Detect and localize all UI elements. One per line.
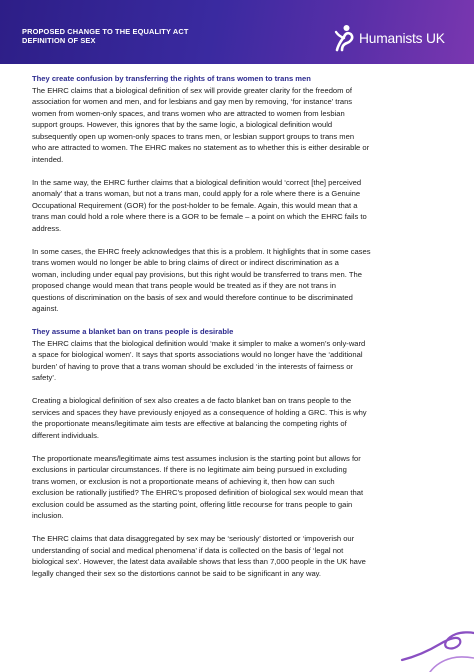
header-band [0, 0, 474, 64]
paragraph [32, 85, 444, 166]
paragraph [32, 246, 444, 315]
text-line: trans man could hold a role where there is a GOR to be female – a point on which the EHRC fails to [32, 212, 367, 221]
text-line: exclusions in particular circumstances. If there is no legitimate aim being pursued in excluding [32, 465, 347, 474]
text-line: address. [32, 223, 62, 233]
happy-human-icon [333, 24, 355, 52]
section-heading: They create confusion by transferring the rights of trans women to trans men [32, 74, 311, 83]
text-line: exclusion could be assumed as the starting point, offering little recourse for trans people to gain [32, 499, 353, 509]
text-line: intended. [32, 154, 64, 164]
text-line: The EHRC claims that a biological definition of sex will provide greater clarity for the freedom of [32, 85, 352, 95]
text-line: anomaly’ that a trans woman, but not a trans man, could apply for a role where there is a Genuine [32, 189, 361, 198]
text-line: woman, including under equal pay provisions, but this right would be transferred to trans men. The [32, 269, 362, 279]
humanists-uk-logo [333, 24, 458, 54]
logo-text: Humanists UK [359, 31, 445, 46]
text-line: In the same way, the EHRC further claims that a biological definition would ‘correct [the] perceived [32, 177, 362, 187]
decorative-swirl-icon [400, 620, 474, 672]
text-line: inclusion. [32, 511, 64, 520]
paragraph [32, 453, 444, 522]
text-line: proposed change would mean that trans people would be treated as if they are not trans in [32, 281, 336, 290]
paragraph [32, 338, 444, 384]
text-line: legally changed their sex so the distortions cannot be said to be significant in any way. [32, 568, 322, 578]
text-line: The EHRC claims that data disaggregated by sex may be ‘seriously’ distorted or ‘impoverish our [32, 534, 355, 543]
text-line: against. [32, 304, 59, 313]
text-line: questions of discrimination on the basis of sex and would therefore continue to be discriminated [32, 292, 353, 302]
text-line: biological sex’. However, the latest data available shows that less than 7,000 people in the UK have [32, 557, 366, 566]
paragraph [32, 533, 444, 579]
text-line: different individuals. [32, 430, 99, 440]
title-line: PROPOSED CHANGE TO THE EQUALITY ACT [22, 27, 189, 36]
text-line: exclusion be rationally justified? The EHRC’s proposed definition of biological sex would mean that [32, 488, 364, 497]
title-line: DEFINITION OF SEX [22, 36, 96, 46]
text-line: who are attracted to women. The EHRC makes no statement as to whether this is either desirable or [32, 143, 370, 152]
section [32, 326, 444, 579]
text-line: a space for biological women’. It says that sports associations would no longer have the ‘additional [32, 350, 363, 359]
text-line: trans women, or exclusion is not a proportionate means of achieving it, then how can such [32, 476, 335, 486]
text-line: support groups. However, this ignores that by the same logic, a biological definition would [32, 120, 333, 129]
text-line: The EHRC claims that the biological definition would ‘make it simpler to make a women’s only-ward [32, 338, 366, 348]
text-line: safety’. [32, 373, 57, 382]
text-line: women from women-only spaces, and trans women who are attracted to women from lesbian [32, 108, 345, 118]
text-line: association for women and men, and for lesbians and gay men by removing, ‘for instance’ trans [32, 97, 353, 106]
paragraph [32, 395, 444, 441]
text-line: Occupational Requirement (GOR) for the post-holder to be female. Again, this would mean that a [32, 200, 358, 210]
document-title [22, 27, 272, 45]
text-line: Creating a biological definition of sex also creates a de facto blanket ban on trans people to the [32, 396, 352, 405]
text-line: the proportionate means/legitimate aim tests are effective at balancing the competing rights of [32, 419, 347, 428]
text-line: subsequently open up women-only spaces to trans men, or lesbian support groups to trans men [32, 131, 355, 141]
text-line: understanding of social and medical phenomena’ if data is collected on the basis of ‘legal not [32, 545, 344, 555]
text-line: In some cases, the EHRC freely acknowledges that this is a problem. It highlights that in some cases [32, 246, 371, 256]
section [32, 73, 444, 315]
text-line: burden’ of having to prove that a trans woman should be excluded ‘in the interests of fairness or [32, 361, 353, 371]
paragraph [32, 177, 444, 235]
text-line: trans women would no longer be able to bring claims of direct or indirect discrimination as a [32, 258, 339, 267]
text-line: services and spaces they have previously enjoyed as a consequence of holding a GRC. This is why [32, 407, 367, 417]
document-body [32, 73, 444, 591]
text-line: The proportionate means/legitimate aims test assumes inclusion is the starting point but allows for [32, 453, 361, 463]
section-heading: They assume a blanket ban on trans people is desirable [32, 327, 234, 336]
